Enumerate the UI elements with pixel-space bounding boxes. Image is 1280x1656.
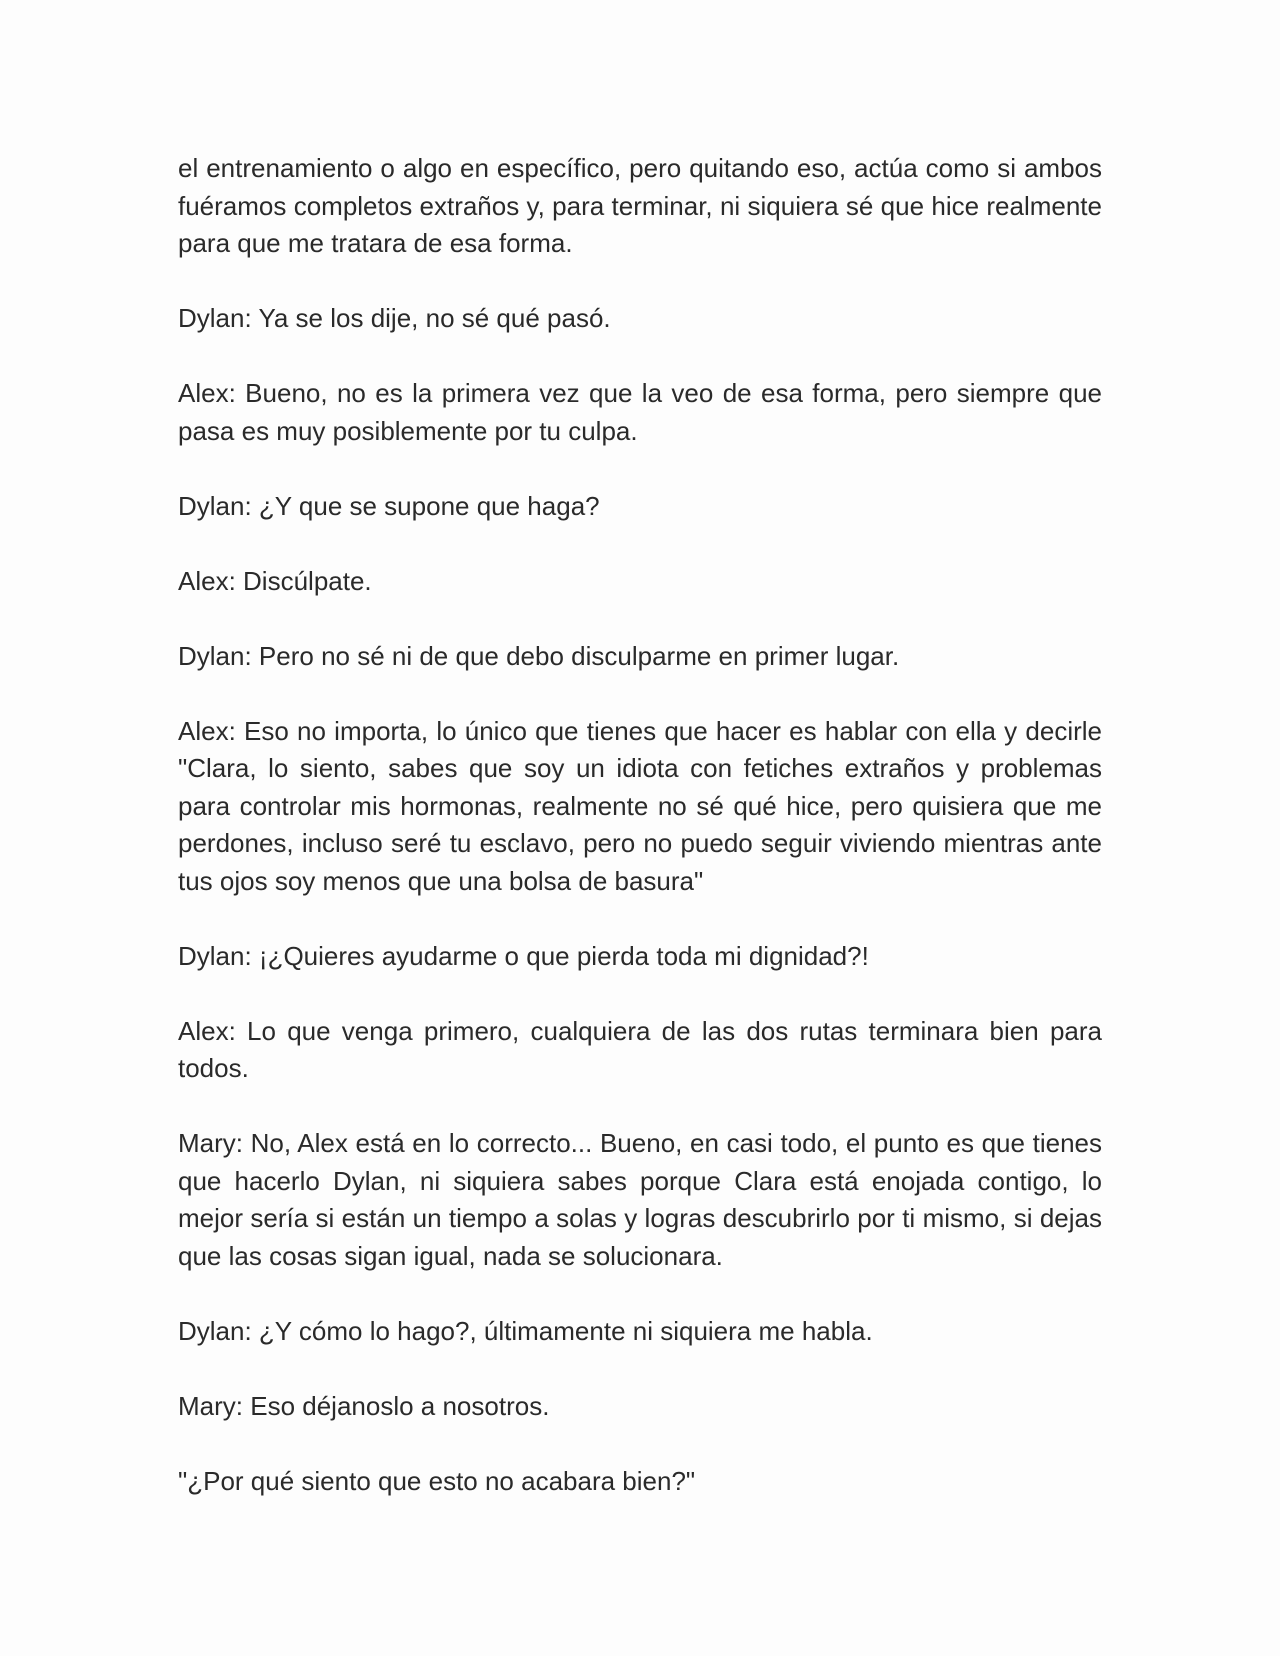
paragraph-dialogue-mary: Mary: No, Alex está en lo correcto... Bueno, en casi todo, el punto es que tienes que hacerlo Dylan, ni siquiera sabes porque Clara está enojada contigo, lo mejor sería si están un tiempo a solas y logras descubrirlo por ti mismo, si dejas que las cosas sigan igual, nada se solucionara. (178, 1128, 1102, 1271)
paragraph-dialogue-alex: Alex: Bueno, no es la primera vez que la veo de esa forma, pero siempre que pasa es muy posiblemente por tu culpa. (178, 378, 1102, 446)
paragraph-dialogue-dylan: Dylan: ¿Y cómo lo hago?, últimamente ni siquiera me habla. (178, 1315, 873, 1346)
paragraph-inner-thought: "¿Por qué siento que esto no acabara bien?" (178, 1465, 696, 1496)
paragraph-dialogue-dylan: Dylan: ¿Y que se supone que haga? (178, 490, 600, 521)
document-page (178, 150, 1102, 1500)
paragraph-narration-opening: el entrenamiento o algo en específico, pero quitando eso, actúa como si ambos fuéramos completos extraños y, para terminar, ni siquiera sé que hice realmente para que me tratara de esa forma. (178, 153, 1102, 258)
paragraph-dialogue-alex: Alex: Lo que venga primero, cualquiera de las dos rutas terminara bien para todos. (178, 1015, 1102, 1083)
paragraph-dialogue-dylan: Dylan: Ya se los dije, no sé qué pasó. (178, 303, 611, 333)
paragraph-dialogue-alex: Alex: Eso no importa, lo único que tienes que hacer es hablar con ella y decirle "Clara, lo siento, sabes que soy un idiota con fetiches extraños y problemas para controlar mis hormonas, realmente no sé qué hice, pero quisiera que me perdones, incluso seré tu esclavo, pero no puedo seguir viviendo mientras ante tus ojos soy menos que una bolsa de basura" (178, 715, 1102, 896)
paragraph-dialogue-dylan: Dylan: Pero no sé ni de que debo disculparme en primer lugar. (178, 640, 900, 671)
paragraph-dialogue-dylan: Dylan: ¡¿Quieres ayudarme o que pierda toda mi dignidad?! (178, 940, 869, 971)
paragraph-dialogue-mary: Mary: Eso déjanoslo a nosotros. (178, 1390, 550, 1421)
paragraph-dialogue-alex: Alex: Discúlpate. (178, 565, 372, 596)
